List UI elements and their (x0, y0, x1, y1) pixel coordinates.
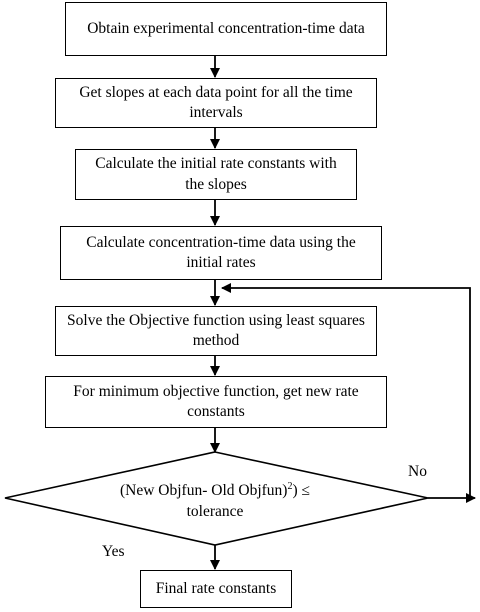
step-final-rate-constants (140, 570, 292, 608)
step-obtain-data (65, 2, 387, 56)
step-obtain-data-label: Obtain experimental concentration-time data (87, 19, 365, 37)
step-get-slopes (55, 78, 377, 128)
branch-label-yes: Yes (102, 543, 125, 560)
step-initial-rate-constants (75, 149, 357, 200)
step-solve-objective-label: Solve the Objective function using least squares method (67, 311, 365, 349)
decision-condition-main: (New Objfun- Old Objfun) (120, 482, 288, 500)
decision-condition-tolerance: tolerance (186, 503, 244, 521)
decision-condition-exponent: 2 (287, 481, 293, 492)
step-calculate-concentration-label: Calculate concentration-time data using the initial rates (86, 233, 356, 271)
decision-condition-operator: ) ≤ (292, 482, 310, 500)
decision-condition (95, 480, 335, 523)
step-get-slopes-label: Get slopes at each data point for all the time intervals (79, 83, 353, 121)
branch-label-no: No (408, 463, 427, 480)
step-solve-objective (55, 306, 377, 356)
step-calculate-concentration (60, 226, 382, 280)
step-initial-rate-constants-label: Calculate the initial rate constants with the slopes (95, 155, 337, 193)
step-final-rate-constants-label: Final rate constants (155, 579, 277, 597)
step-new-rate-constants (45, 376, 387, 428)
step-new-rate-constants-label: For minimum objective function, get new rate constants (73, 382, 359, 420)
